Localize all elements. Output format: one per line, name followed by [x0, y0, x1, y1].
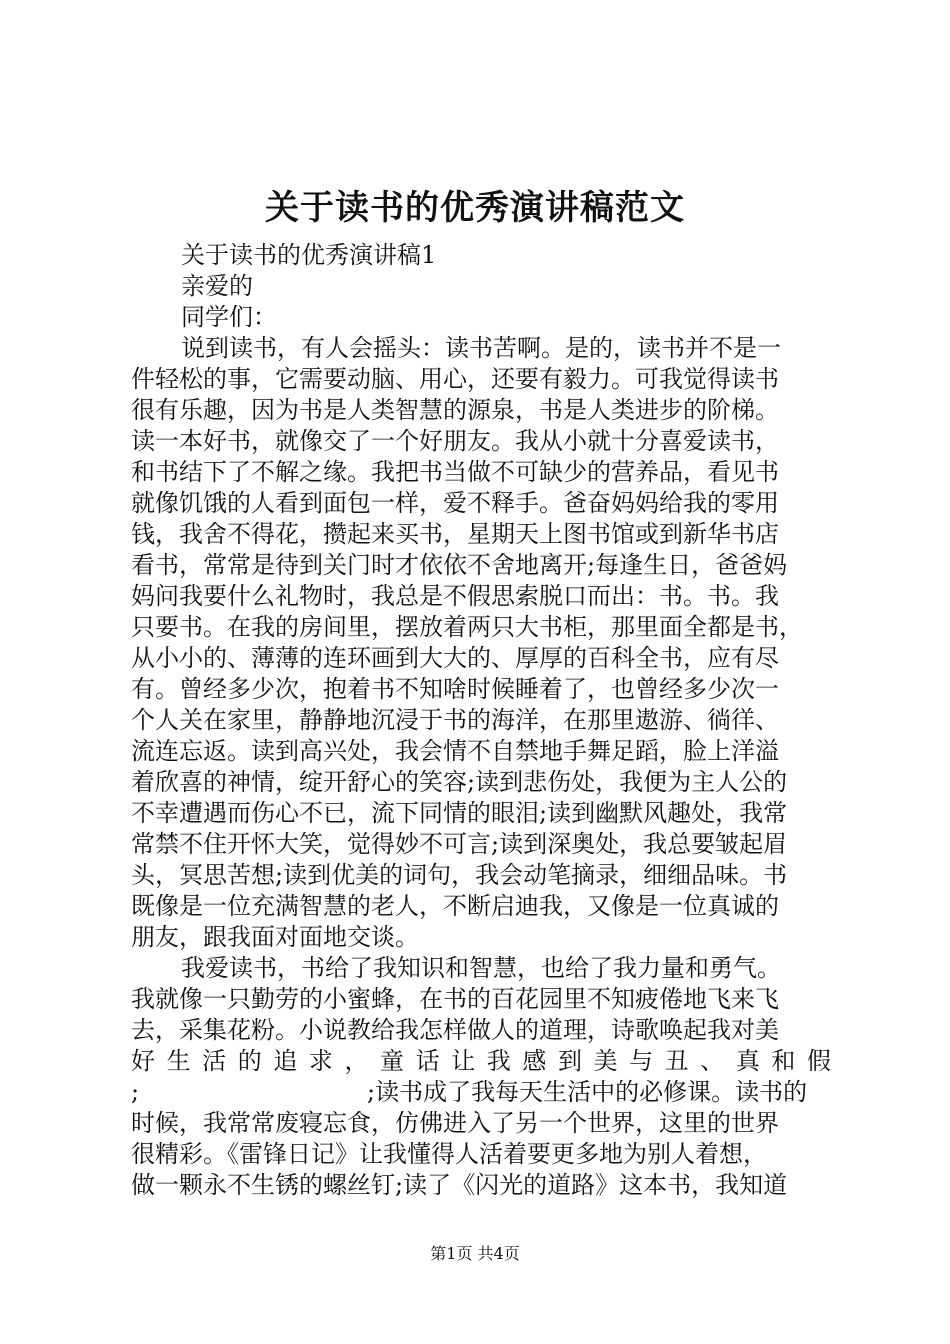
document-title: 关于读书的优秀演讲稿范文 — [265, 188, 685, 228]
spaced-char: 到 — [557, 1047, 582, 1075]
text-line: 常禁不住开怀大笑，觉得妙不可言;读到深奥处，我总要皱起眉 — [131, 830, 788, 858]
text-line: 不幸遭遇而伤心不已，流下同情的眼泪;读到幽默风趣处，我常 — [131, 799, 788, 827]
spaced-char: 假 — [806, 1047, 831, 1075]
text-line: 流连忘返。读到高兴处，我会情不自禁地手舞足蹈，脸上洋溢 — [131, 737, 779, 765]
semicolon-text-line — [131, 1077, 831, 1108]
spaced-char: 追 — [273, 1047, 298, 1075]
spaced-char: 和 — [771, 1047, 796, 1075]
spaced-char: 感 — [522, 1047, 547, 1075]
spaced-char: 童 — [380, 1047, 405, 1075]
salutation-line: 亲爱的 — [181, 272, 253, 300]
spaced-char: 好 — [131, 1047, 155, 1075]
text-line: 朋友，跟我面对面地交谈。 — [131, 923, 419, 951]
spaced-char: 、 — [700, 1047, 725, 1075]
text-line: 读一本好书，就像交了一个好朋友。我从小就十分喜爱读书， — [131, 427, 779, 455]
document-body — [131, 240, 831, 1201]
spaced-text-line — [131, 1046, 831, 1077]
spaced-char: 活 — [202, 1047, 227, 1075]
spaced-char: ， — [344, 1047, 369, 1075]
salutation-line: 同学们： — [181, 303, 277, 331]
subtitle-line: 关于读书的优秀演讲稿1 — [181, 241, 437, 269]
text-line: 头，冥思苦想;读到优美的词句，我会动笔摘录，细细品味。书 — [131, 861, 788, 889]
spaced-char: 真 — [735, 1047, 760, 1075]
text-line: 个人关在家里，静静地沉浸于书的海洋，在那里遨游、徜徉、 — [131, 706, 779, 734]
text-line: 钱，我舍不得花，攒起来买书，星期天上图书馆或到新华书店 — [131, 520, 779, 548]
text-line: 很精彩。《雷锋日记》让我懂得人活着要更多地为别人着想， — [131, 1140, 767, 1168]
text-line: 只要书。在我的房间里，摆放着两只大书柜，那里面全都是书， — [131, 613, 803, 641]
text-line: 说到读书，有人会摇头：读书苦啊。是的，读书并不是一 — [181, 334, 781, 362]
text-line: 和书结下了不解之缘。我把书当做不可缺少的营养品，看见书 — [131, 458, 779, 486]
text-line: 就像饥饿的人看到面包一样，爱不释手。爸奋妈妈给我的零用 — [131, 489, 779, 517]
page-number: 第1页 共4页 — [430, 1244, 520, 1263]
semicolon-left: ; — [131, 1078, 140, 1106]
spaced-char: 与 — [629, 1047, 654, 1075]
spaced-char: 我 — [486, 1047, 511, 1075]
spaced-char: 丑 — [664, 1047, 689, 1075]
text-line: 妈问我要什么礼物时，我总是不假思索脱口而出：书。书。我 — [131, 582, 779, 610]
text-line: 件轻松的事，它需要动脑、用心，还要有毅力。可我觉得读书 — [131, 365, 779, 393]
text-line: 着欣喜的神情，绽开舒心的笑容;读到悲伤处，我便为主人公的 — [131, 768, 788, 796]
spaced-char: 话 — [415, 1047, 440, 1075]
text-line: 去，采集花粉。小说教给我怎样做人的道理，诗歌唤起我对美 — [131, 1016, 779, 1044]
text-line: 既像是一位充满智慧的老人，不断启迪我，又像是一位真诚的 — [131, 892, 779, 920]
text-line: 时候，我常常废寝忘食，仿佛进入了另一个世界，这里的世界 — [131, 1109, 779, 1137]
text-line: 看书，常常是待到关门时才依依不舍地离开;每逢生日，爸爸妈 — [131, 551, 788, 579]
paragraph-1 — [131, 333, 831, 953]
text-line: 很有乐趣，因为书是人类智慧的源泉，书是人类进步的阶梯。 — [131, 396, 779, 424]
spaced-char: 让 — [451, 1047, 476, 1075]
semicolon-right-text: ;读书成了我每天生活中的必修课。读书的 — [367, 1078, 808, 1106]
spaced-char: 求 — [308, 1047, 333, 1075]
text-line: 有。曾经多少次，抱着书不知啥时候睡着了，也曾经多少次一 — [131, 675, 779, 703]
spaced-char: 的 — [237, 1047, 262, 1075]
paragraph-2 — [131, 953, 831, 1201]
text-line: 从小小的、薄薄的连环画到大大的、厚厚的百科全书，应有尽 — [131, 644, 779, 672]
text-line: 做一颗永不生锈的螺丝钉;读了《闪光的道路》这本书，我知道 — [131, 1171, 788, 1199]
spaced-char: 生 — [166, 1047, 191, 1075]
text-line: 我就像一只勤劳的小蜜蜂，在书的百花园里不知疲倦地飞来飞 — [131, 985, 779, 1013]
text-line: 我爱读书，书给了我知识和智慧，也给了我力量和勇气。 — [181, 954, 781, 982]
spaced-char: 美 — [593, 1047, 618, 1075]
